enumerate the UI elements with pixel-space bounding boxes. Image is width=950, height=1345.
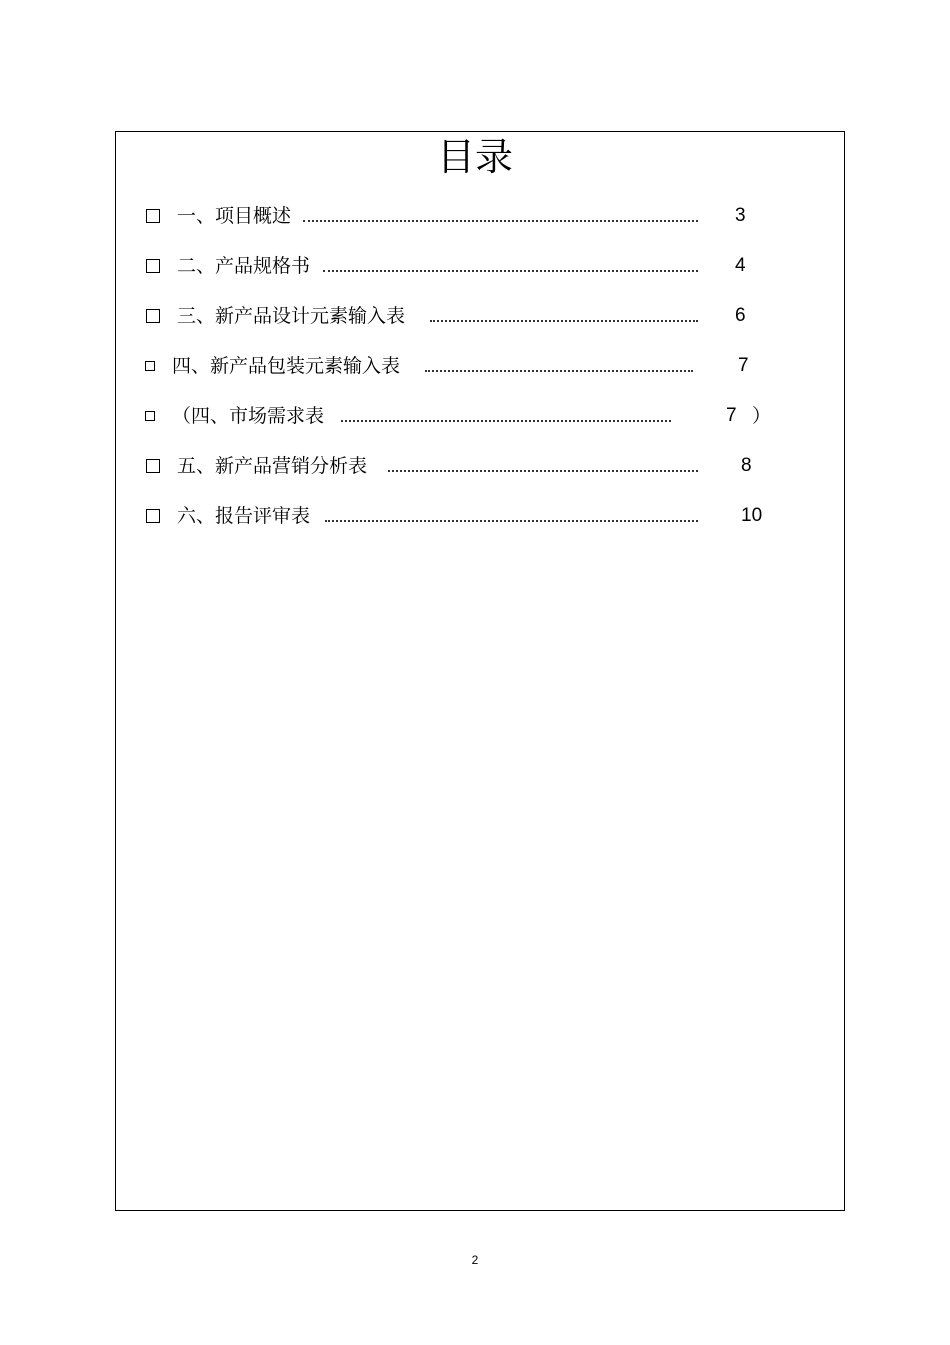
page-number: 2 [471, 1253, 479, 1267]
toc-item-label: （四、市场需求表 [172, 405, 325, 427]
toc-item-label: 二、产品规格书 [177, 255, 311, 277]
checkbox-icon[interactable] [145, 361, 155, 371]
toc-item-suffix: ） [752, 405, 772, 427]
dot-leader [341, 420, 671, 422]
dot-leader [388, 470, 698, 472]
toc-item[interactable] [0, 201, 950, 231]
toc-item-page: 6 [735, 305, 746, 326]
toc-title: 目录 [436, 135, 513, 179]
toc-item[interactable] [0, 401, 950, 431]
checkbox-icon[interactable] [145, 411, 155, 421]
toc-item-label: 一、项目概述 [177, 205, 292, 227]
checkbox-icon[interactable] [146, 259, 160, 273]
toc-item-page: 10 [741, 505, 763, 526]
dot-leader [323, 270, 698, 272]
dot-leader [303, 220, 698, 222]
toc-item[interactable] [0, 301, 950, 331]
toc-item-page: 4 [735, 255, 746, 276]
toc-item[interactable] [0, 251, 950, 281]
toc-item[interactable] [0, 501, 950, 531]
toc-item-label: 三、新产品设计元素输入表 [177, 305, 406, 327]
dot-leader [325, 520, 698, 522]
toc-item-page: 8 [741, 455, 752, 476]
document-frame [115, 131, 845, 1211]
toc-item-page: 3 [735, 205, 746, 226]
checkbox-icon[interactable] [146, 459, 160, 473]
checkbox-icon[interactable] [146, 209, 160, 223]
toc-item-page: 7 [726, 405, 737, 426]
toc-item-label: 五、新产品营销分析表 [177, 455, 368, 477]
checkbox-icon[interactable] [146, 309, 160, 323]
toc-item-label: 六、报告评审表 [177, 505, 311, 527]
toc-item[interactable] [0, 451, 950, 481]
toc-item-label: 四、新产品包装元素输入表 [172, 355, 401, 377]
toc-item-page: 7 [738, 355, 749, 376]
toc-item[interactable] [0, 351, 950, 381]
checkbox-icon[interactable] [146, 509, 160, 523]
dot-leader [430, 320, 698, 322]
dot-leader [425, 370, 693, 372]
